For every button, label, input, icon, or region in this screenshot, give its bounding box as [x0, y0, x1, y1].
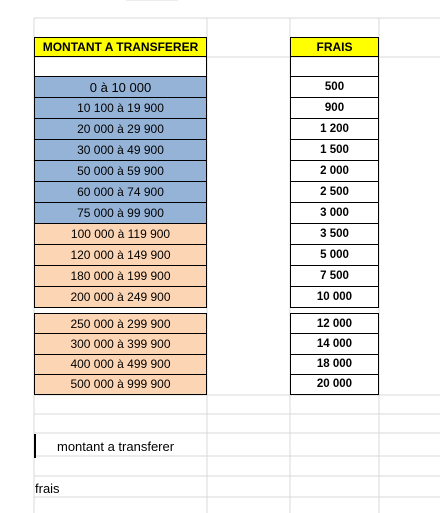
fees-label[interactable]: frais: [35, 481, 60, 496]
fee-cell[interactable]: 3 500: [290, 224, 379, 245]
fees-header[interactable]: FRAIS: [290, 37, 379, 57]
amount-range-cell[interactable]: 120 000 à 149 900: [34, 245, 207, 266]
fee-cell[interactable]: 1 200: [290, 119, 379, 140]
group2-top-border: [290, 313, 379, 314]
fee-cell[interactable]: 12 000: [290, 314, 379, 334]
amount-range-cell[interactable]: 20 000 à 29 900: [34, 119, 207, 140]
fee-cell[interactable]: 2 000: [290, 161, 379, 182]
amount-range-cell[interactable]: 30 000 à 49 900: [34, 140, 207, 161]
amount-range-cell[interactable]: 250 000 à 299 900: [34, 314, 207, 334]
amount-input-label[interactable]: montant a transferer: [57, 439, 175, 454]
fee-cell[interactable]: 1 500: [290, 140, 379, 161]
amount-range-cell[interactable]: 0 à 10 000: [34, 77, 207, 98]
amount-range-cell[interactable]: 500 000 à 999 900: [34, 375, 207, 395]
fee-cell[interactable]: 18 000: [290, 355, 379, 375]
amount-range-cell[interactable]: 60 000 à 74 900: [34, 182, 207, 203]
amount-range-cell[interactable]: 200 000 à 249 900: [34, 287, 207, 308]
amount-header[interactable]: MONTANT A TRANSFERER: [34, 37, 207, 57]
fee-cell[interactable]: 14 000: [290, 334, 379, 354]
fee-cell[interactable]: 5 000: [290, 245, 379, 266]
fee-cell[interactable]: 10 000: [290, 287, 379, 308]
fee-cell[interactable]: 900: [290, 98, 379, 119]
fee-cell[interactable]: 2 500: [290, 182, 379, 203]
amount-range-cell[interactable]: 50 000 à 59 900: [34, 161, 207, 182]
fee-cell[interactable]: 500: [290, 77, 379, 98]
amount-range-cell[interactable]: 300 000 à 399 900: [34, 334, 207, 354]
amount-range-cell[interactable]: 75 000 à 99 900: [34, 203, 207, 224]
amount-range-cell[interactable]: 400 000 à 499 900: [34, 355, 207, 375]
group2-top-border: [34, 313, 207, 314]
amount-range-cell[interactable]: 10 100 à 19 900: [34, 98, 207, 119]
amount-input-cursor: [34, 434, 36, 458]
amount-range-cell[interactable]: 100 000 à 119 900: [34, 224, 207, 245]
fee-cell[interactable]: 20 000: [290, 375, 379, 395]
fee-cell[interactable]: 3 000: [290, 203, 379, 224]
empty-fee-cell[interactable]: [290, 57, 379, 77]
empty-amount-cell[interactable]: [34, 57, 207, 77]
amount-range-cell[interactable]: 180 000 à 199 900: [34, 266, 207, 287]
fee-cell[interactable]: 7 500: [290, 266, 379, 287]
